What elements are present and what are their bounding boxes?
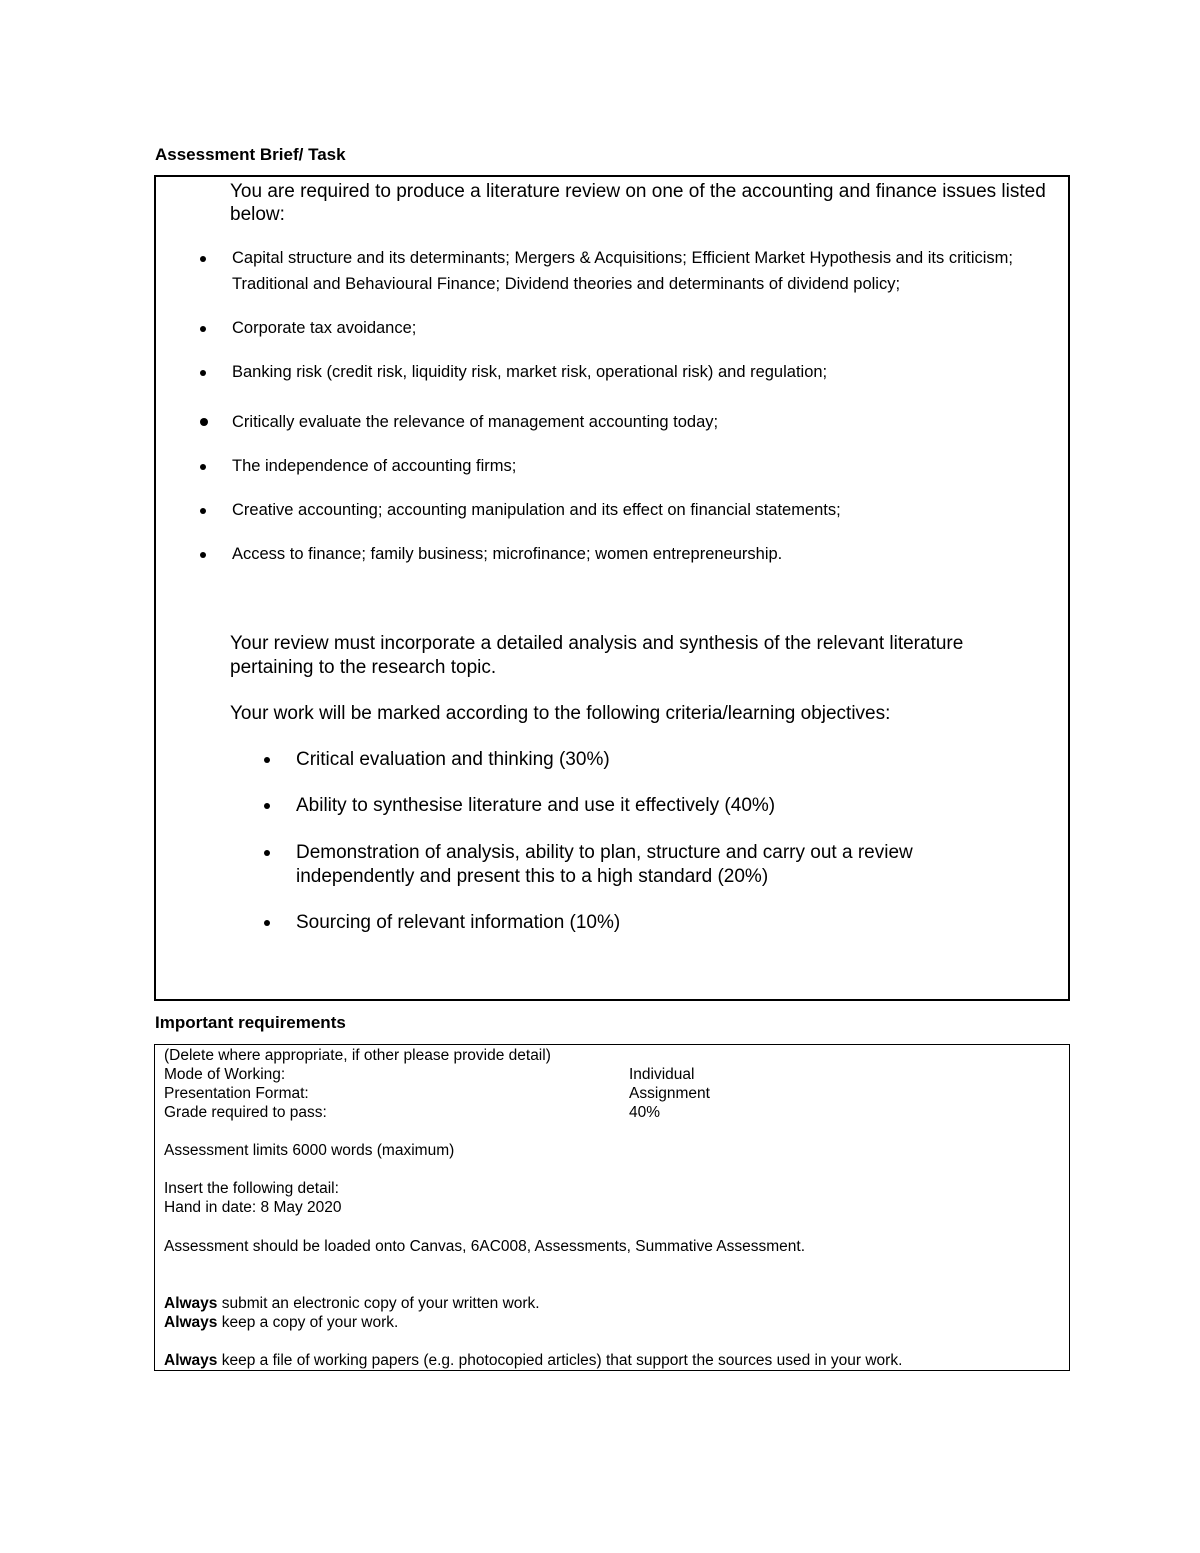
format-value: Assignment: [629, 1085, 710, 1102]
bullet-icon: [200, 508, 206, 514]
topic-text: Capital structure and its determinants; Mergers & Acquisitions; Efficient Market Hypothesis and its criticism; Traditional and Behavioural Finance; Dividend theories and determinants of dividend policy;: [232, 249, 1014, 293]
hand-in-date: Hand in date: 8 May 2020: [164, 1199, 342, 1216]
upload-instructions: Assessment should be loaded onto Canvas, 6AC008, Assessments, Summative Assessment.: [164, 1238, 805, 1255]
always-line-1: [164, 1294, 540, 1313]
assessment-brief-heading: Assessment Brief/ Task: [155, 145, 346, 164]
insert-detail-label: Insert the following detail:: [164, 1180, 339, 1197]
important-requirements-heading: Important requirements: [155, 1013, 346, 1032]
always-text: keep a copy of your work.: [217, 1314, 399, 1331]
brief-intro: You are required to produce a literature review on one of the accounting and finance issues listed below:: [230, 181, 1046, 225]
assessment-brief-box: [154, 175, 1070, 1001]
grade-label: Grade required to pass:: [164, 1104, 327, 1121]
always-emphasis: Always: [164, 1314, 218, 1331]
criteria-item: [296, 794, 996, 818]
topic-item: [232, 497, 1062, 523]
topic-text: Creative accounting; accounting manipulation and its effect on financial statements;: [232, 501, 841, 519]
bullet-icon: [264, 757, 270, 763]
bullet-icon: [200, 256, 206, 262]
criteria-text: Demonstration of analysis, ability to plan, structure and carry out a review independently and present this to a high standard (20%): [296, 842, 913, 887]
bullet-icon: [200, 552, 206, 558]
topic-text: The independence of accounting firms;: [232, 457, 517, 475]
criteria-item: [296, 841, 996, 889]
topic-item: [232, 541, 1062, 567]
format-label: Presentation Format:: [164, 1085, 309, 1102]
topic-text: Critically evaluate the relevance of management accounting today;: [232, 413, 719, 431]
topic-item: [232, 359, 1062, 385]
criteria-text: Critical evaluation and thinking (30%): [296, 749, 610, 770]
criteria-item: [296, 748, 996, 772]
requirements-box: [154, 1044, 1070, 1371]
bullet-icon: [200, 464, 206, 470]
criteria-item: [296, 911, 996, 935]
topic-text: Banking risk (credit risk, liquidity risk, market risk, operational risk) and regulation;: [232, 363, 828, 381]
bullet-icon: [264, 803, 270, 809]
always-line-2: [164, 1313, 398, 1332]
bullet-icon: [200, 326, 206, 332]
mode-value: Individual: [629, 1066, 695, 1083]
topic-item: [232, 245, 1062, 297]
criteria-text: Ability to synthesise literature and use it effectively (40%): [296, 795, 776, 816]
always-text: submit an electronic copy of your written work.: [217, 1295, 540, 1312]
requirements-note: (Delete where appropriate, if other please provide detail): [164, 1047, 551, 1064]
topic-item: [232, 409, 1062, 435]
review-paragraph: Your review must incorporate a detailed analysis and synthesis of the relevant literature pertaining to the research topic.: [230, 633, 964, 678]
mode-label: Mode of Working:: [164, 1066, 286, 1083]
always-text: keep a file of working papers (e.g. photocopied articles) that support the sources used in your work.: [217, 1352, 903, 1369]
topic-item: [232, 315, 1062, 341]
bullet-icon: [200, 370, 206, 376]
always-emphasis: Always: [164, 1295, 218, 1312]
always-line-3: [164, 1351, 902, 1370]
grade-value: 40%: [629, 1104, 661, 1121]
bullet-icon: [200, 418, 208, 426]
criteria-text: Sourcing of relevant information (10%): [296, 912, 621, 933]
topic-item: [232, 453, 1062, 479]
topic-text: Access to finance; family business; microfinance; women entrepreneurship.: [232, 545, 783, 563]
criteria-intro: Your work will be marked according to the following criteria/learning objectives:: [230, 703, 891, 724]
topic-text: Corporate tax avoidance;: [232, 319, 417, 337]
bullet-icon: [264, 850, 270, 856]
bullet-icon: [264, 920, 270, 926]
assessment-limits: Assessment limits 6000 words (maximum): [164, 1142, 455, 1159]
always-emphasis: Always: [164, 1352, 218, 1369]
